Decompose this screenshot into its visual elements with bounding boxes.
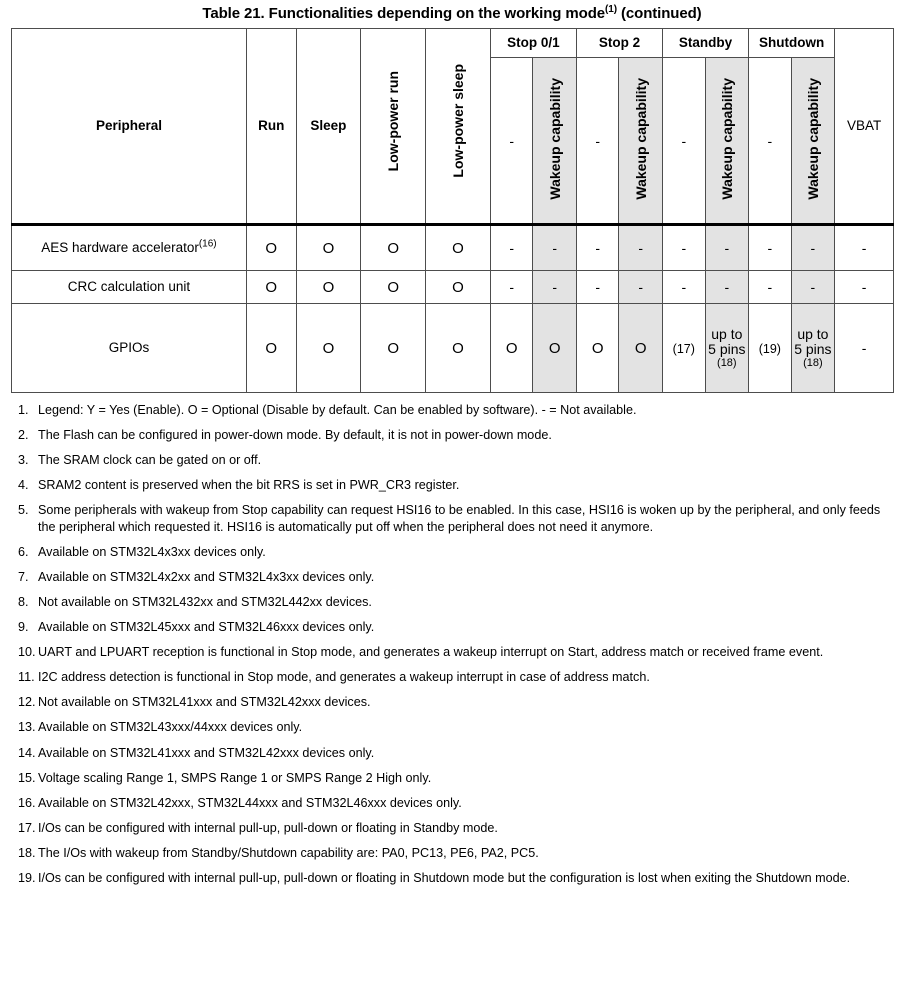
footnote-item (11, 569, 894, 585)
footnote-number: 13. (18, 720, 36, 735)
footnote-text: I2C address detection is functional in Stop mode, and generates a wakeup interrupt in case of address match. (38, 670, 650, 685)
footnote-number: 10. (18, 645, 36, 660)
header-stop2-wakeup (619, 58, 663, 225)
footnote-text: Legend: Y = Yes (Enable). O = Optional (Disable by default. Can be enabled by software). - = Not available. (38, 403, 637, 417)
footnote-number: 16. (18, 795, 36, 810)
cell-value (749, 225, 792, 271)
footnote-text: The Flash can be configured in power-down mode. By default, it is not in power-down mode. (38, 428, 552, 443)
footnote-item (11, 820, 894, 836)
cell-value (490, 304, 533, 393)
footnote-text: Some peripherals with wakeup from Stop capability can request HSI16 to be enabled. In this case, HSI16 is woken up by the peripheral, and only feeds the peripheral which requested it. HSI16 is automatically put off when the peripheral does not need it anymore. (38, 503, 881, 534)
cell-not-available-marker: - (681, 279, 687, 295)
cell-optional-marker: O (548, 339, 561, 357)
cell-optional-marker: O (387, 239, 400, 257)
footnotes-list (11, 402, 894, 886)
cell-value (361, 304, 426, 393)
header-shutdown-plain-label: - (767, 132, 773, 149)
header-peripheral-label: Peripheral (95, 118, 162, 133)
cell-value (296, 225, 361, 271)
header-group-standby (663, 29, 749, 58)
cell-optional-marker: O (387, 339, 400, 357)
header-standby-wakeup-label: Wakeup capability (718, 78, 735, 200)
cell-not-available-marker: - (861, 340, 867, 356)
cell-optional-marker: O (265, 339, 278, 357)
table-title-superscript: (1) (605, 4, 617, 15)
header-shutdown-wakeup (791, 58, 835, 225)
cell-value (576, 271, 619, 304)
cell-peripheral-name (12, 225, 247, 271)
cell-value (361, 225, 426, 271)
footnote-text: Not available on STM32L432xx and STM32L442xx devices. (38, 594, 372, 609)
cell-not-available-marker: - (810, 240, 816, 256)
cell-optional-marker: O (265, 278, 278, 296)
cell-peripheral-name (12, 304, 247, 393)
cell-value (246, 271, 296, 304)
cell-not-available-marker: - (767, 240, 773, 256)
cell-footnote-ref: (17) (672, 341, 695, 356)
cell-value (705, 304, 749, 393)
footnote-item (11, 770, 894, 786)
cell-optional-marker: O (505, 339, 518, 357)
cell-value (426, 304, 491, 393)
header-group-stop01 (490, 29, 576, 58)
cell-optional-marker: O (591, 339, 604, 357)
cell-not-available-marker: - (552, 240, 558, 256)
footnote-number: 3. (18, 453, 29, 468)
cell-optional-marker: O (452, 239, 464, 257)
header-stop01-plain-label: - (509, 132, 514, 149)
cell-value (576, 304, 619, 393)
footnote-item (11, 870, 894, 886)
footnote-number: 2. (18, 428, 29, 443)
cell-value (533, 271, 577, 304)
header-vbat-label: VBAT (846, 118, 882, 133)
header-group-stop2 (576, 29, 662, 58)
peripheral-label: AES hardware accelerator (41, 239, 199, 255)
header-sleep-label: Sleep (310, 118, 347, 133)
cell-value (533, 225, 577, 271)
header-group-stop01-label: Stop 0/1 (507, 35, 560, 50)
cell-value (791, 271, 835, 304)
header-standby-wakeup (705, 58, 749, 225)
footnote-text: Not available on STM32L41xxx and STM32L42xxx devices. (38, 695, 371, 710)
footnote-number: 7. (18, 569, 29, 584)
functionalities-table (11, 28, 894, 393)
cell-not-available-marker: - (552, 279, 558, 295)
cell-value (361, 271, 426, 304)
footnote-item (11, 694, 894, 710)
footnote-number: 12. (18, 695, 36, 710)
cell-value (835, 271, 894, 304)
table-row (12, 225, 894, 271)
cell-value (426, 271, 491, 304)
header-group-stop2-label: Stop 2 (598, 35, 641, 50)
table-header (12, 29, 894, 225)
peripheral-label: GPIOs (108, 339, 150, 355)
header-low-power-sleep-label: Low-power sleep (450, 64, 466, 178)
header-low-power-sleep (426, 29, 491, 225)
footnote-number: 18. (18, 845, 36, 860)
footnote-number: 6. (18, 544, 29, 559)
cell-value (663, 271, 706, 304)
cell-not-available-marker: - (638, 240, 644, 256)
cell-value-main: up to 5 pins (708, 325, 746, 357)
cell-value (246, 225, 296, 271)
footnote-text: Available on STM32L45xxx and STM32L46xxx devices only. (38, 619, 375, 634)
footnote-text: Available on STM32L43xxx/44xxx devices only. (38, 720, 303, 735)
cell-optional-marker: O (322, 339, 335, 357)
footnote-text: I/Os can be configured with internal pull-up, pull-down or floating in Shutdown mode but the configuration is lost when exiting the Shutdown mode. (38, 871, 851, 886)
header-peripheral (12, 29, 247, 225)
header-stop2-wakeup-label: Wakeup capability (632, 78, 649, 200)
cell-peripheral-name (12, 271, 247, 304)
header-stop2-plain (576, 58, 619, 225)
footnote-item (11, 594, 894, 610)
footnote-number: 15. (18, 770, 36, 785)
header-low-power-run-label: Low-power run (385, 70, 402, 172)
footnote-text: The SRAM clock can be gated on or off. (38, 453, 262, 468)
footnote-item (11, 745, 894, 761)
cell-not-available-marker: - (810, 279, 816, 295)
cell-optional-marker: O (387, 278, 400, 296)
cell-value (296, 304, 361, 393)
footnote-item (11, 719, 894, 735)
footnote-text: I/Os can be configured with internal pull-up, pull-down or floating in Standby mode. (38, 820, 498, 835)
header-stop01-plain (490, 58, 533, 225)
cell-value (296, 271, 361, 304)
footnote-number: 4. (18, 478, 29, 493)
cell-optional-marker: O (452, 278, 464, 296)
cell-value (791, 225, 835, 271)
cell-not-available-marker: - (724, 240, 730, 256)
header-stop01-wakeup (533, 58, 577, 225)
footnote-text: UART and LPUART reception is functional in Stop mode, and generates a wakeup interrupt on Start, address match or received frame event. (38, 645, 824, 660)
footnote-number: 1. (18, 403, 29, 417)
cell-not-available-marker: - (861, 279, 867, 295)
cell-optional-marker: O (322, 278, 335, 296)
cell-not-available-marker: - (861, 240, 867, 256)
header-run (246, 29, 296, 225)
header-stop2-plain-label: - (595, 132, 601, 149)
table-body (12, 225, 894, 393)
cell-optional-marker: O (265, 239, 278, 257)
footnote-number: 5. (18, 503, 29, 518)
cell-not-available-marker: - (509, 279, 514, 295)
footnote-text: Voltage scaling Range 1, SMPS Range 1 or SMPS Range 2 High only. (38, 770, 432, 785)
footnote-number: 11. (18, 670, 35, 685)
cell-value (663, 304, 706, 393)
header-group-standby-label: Standby (678, 35, 733, 50)
footnote-number: 8. (18, 594, 29, 609)
header-group-shutdown (749, 29, 835, 58)
cell-value (533, 304, 577, 393)
cell-not-available-marker: - (767, 279, 773, 295)
cell-value (705, 225, 749, 271)
cell-value (705, 271, 749, 304)
cell-footnote-ref: (19) (758, 341, 781, 356)
footnote-item (11, 427, 894, 443)
header-vbat (835, 29, 894, 225)
functionalities-table-wrapper (11, 28, 894, 393)
cell-footnote-ref: (18) (803, 356, 823, 369)
peripheral-footnote-ref: (16) (198, 238, 217, 250)
cell-not-available-marker: - (595, 240, 601, 256)
footnote-item (11, 544, 894, 560)
header-group-shutdown-label: Shutdown (759, 35, 825, 50)
cell-value (835, 225, 894, 271)
footnote-item (11, 452, 894, 468)
cell-value (663, 225, 706, 271)
footnote-text: SRAM2 content is preserved when the bit RRS is set in PWR_CR3 register. (38, 478, 460, 493)
footnote-item (11, 845, 894, 861)
header-standby-plain-label: - (681, 132, 687, 149)
peripheral-label: CRC calculation unit (67, 278, 191, 294)
footnote-text: Available on STM32L4x3xx devices only. (38, 544, 266, 559)
header-shutdown-wakeup-label: Wakeup capability (804, 78, 821, 200)
footnote-text: Available on STM32L4x2xx and STM32L4x3xx devices only. (38, 569, 375, 584)
footnote-item (11, 477, 894, 493)
header-standby-plain (663, 58, 706, 225)
table-row (12, 304, 894, 393)
footnote-number: 14. (18, 745, 36, 760)
cell-value (619, 304, 663, 393)
cell-value (749, 271, 792, 304)
footnote-text: The I/Os with wakeup from Standby/Shutdown capability are: PA0, PC13, PE6, PA2, PC5. (38, 845, 539, 860)
cell-value (426, 225, 491, 271)
footnote-item (11, 669, 894, 685)
footnote-text: Available on STM32L41xxx and STM32L42xxx devices only. (38, 745, 375, 760)
cell-value (490, 271, 533, 304)
cell-value (246, 304, 296, 393)
cell-optional-marker: O (634, 339, 647, 357)
footnote-text: Available on STM32L42xxx, STM32L44xxx and STM32L46xxx devices only. (38, 795, 462, 810)
footnote-number: 17. (18, 820, 36, 835)
cell-not-available-marker: - (509, 240, 514, 256)
table-title-suffix: (continued) (616, 5, 702, 22)
footnote-item (11, 795, 894, 811)
footnote-number: 19. (18, 871, 36, 886)
footnote-item (11, 644, 894, 660)
cell-value (749, 304, 792, 393)
cell-not-available-marker: - (724, 279, 730, 295)
footnote-item (11, 402, 894, 418)
header-run-label: Run (258, 118, 285, 133)
page-title (0, 0, 904, 28)
footnote-number: 9. (18, 619, 29, 634)
cell-value-main: up to 5 pins (794, 325, 832, 357)
cell-optional-marker: O (322, 239, 335, 257)
header-low-power-run (361, 29, 426, 225)
cell-not-available-marker: - (595, 279, 601, 295)
cell-footnote-ref: (18) (717, 356, 737, 369)
cell-not-available-marker: - (638, 279, 644, 295)
header-stop01-wakeup-label: Wakeup capability (546, 78, 563, 200)
cell-value (835, 304, 894, 393)
cell-value (576, 225, 619, 271)
footnote-item (11, 502, 894, 534)
header-sleep (296, 29, 361, 225)
cell-value (791, 304, 835, 393)
header-group-row (12, 29, 894, 58)
table-row (12, 271, 894, 304)
footnote-item (11, 619, 894, 635)
cell-not-available-marker: - (681, 240, 687, 256)
cell-value (619, 271, 663, 304)
header-shutdown-plain (749, 58, 792, 225)
cell-value (490, 225, 533, 271)
cell-value (619, 225, 663, 271)
table-title-prefix: Table 21. Functionalities depending on the working mode (202, 5, 606, 22)
cell-optional-marker: O (452, 339, 464, 357)
